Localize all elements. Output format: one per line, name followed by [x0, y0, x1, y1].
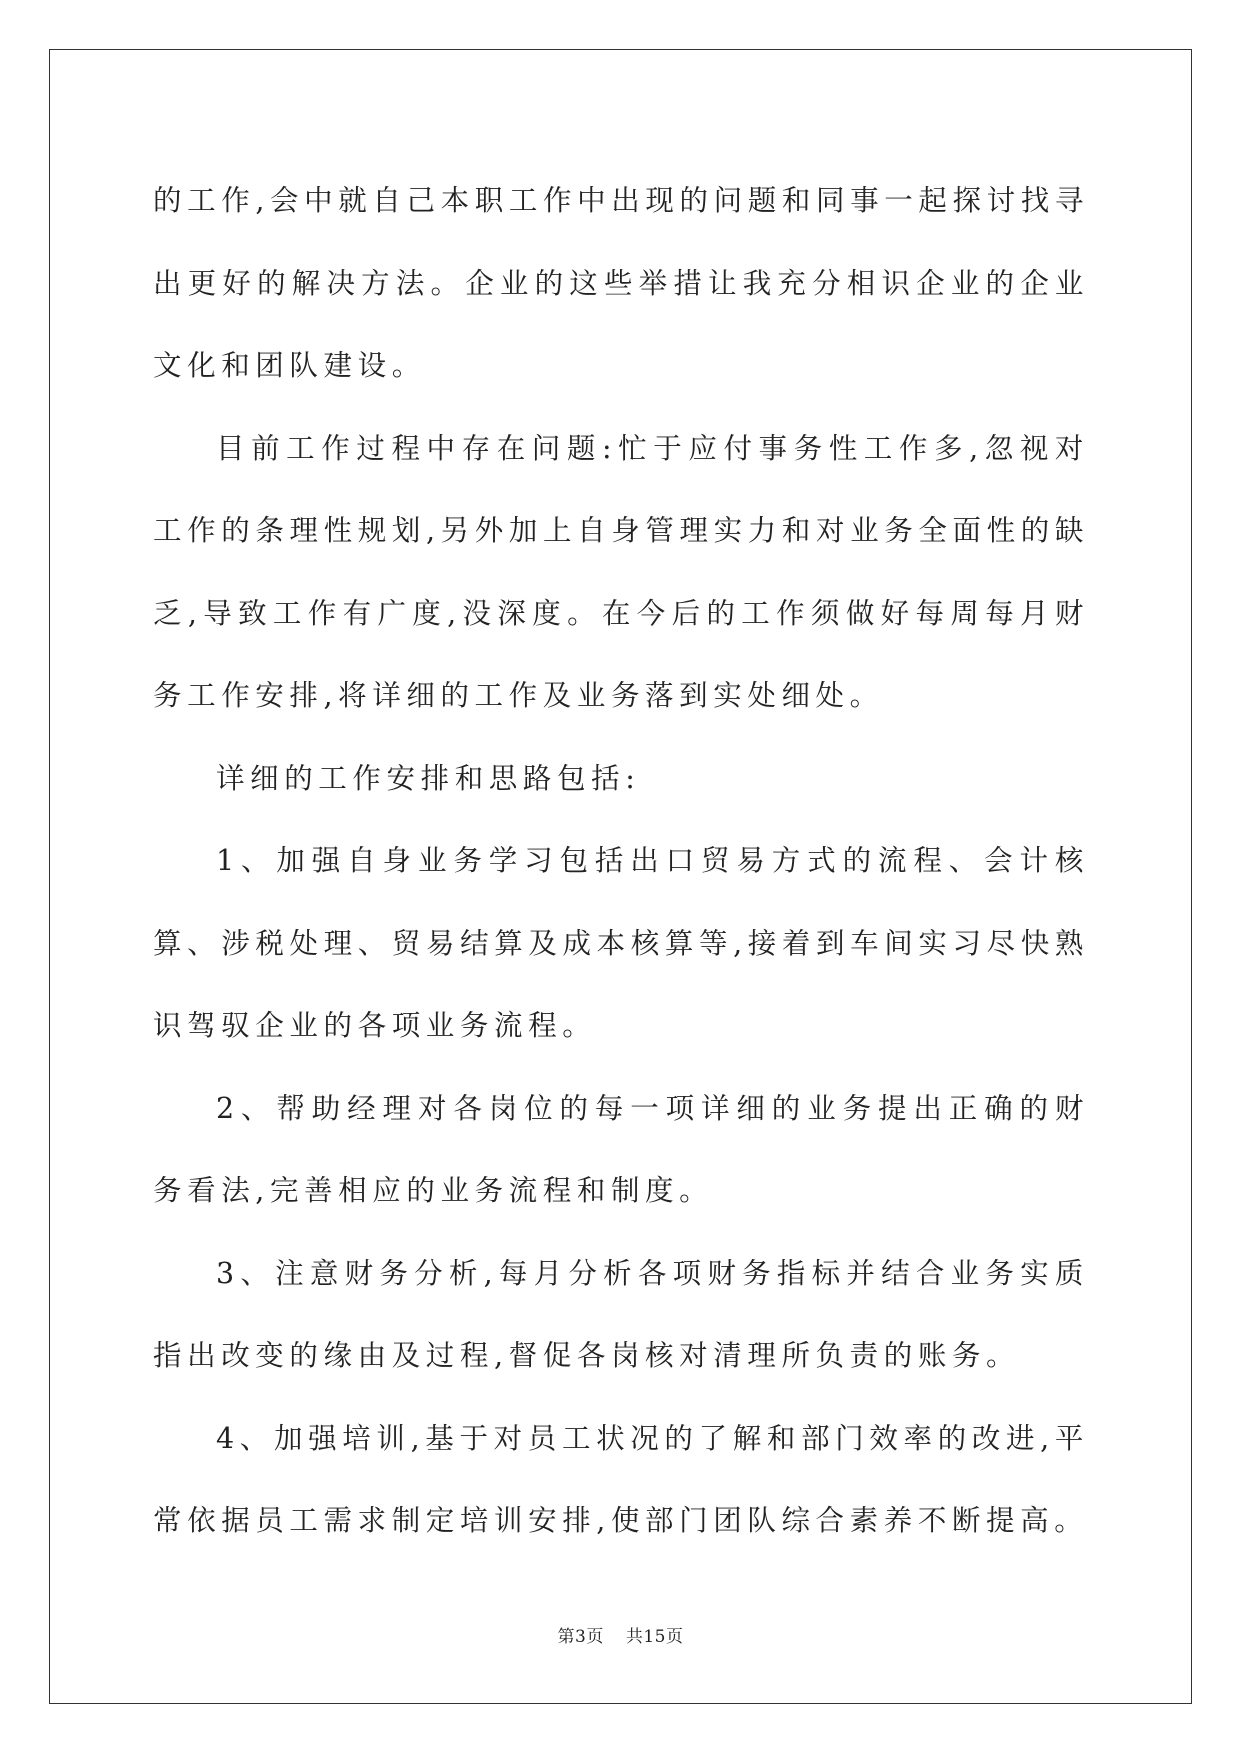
page-footer — [0, 1622, 1241, 1647]
paragraph: 目前工作过程中存在问题:忙于应付事务性工作多,忽视对工作的条理性规划,另外加上自身管理实力和对业务全面性的缺乏,导致工作有广度,没深度。在今后的工作须做好每周每月财务工作安排,将详细的工作及业务落到实处细处。 — [153, 431, 1089, 712]
paragraph: 详细的工作安排和思路包括: — [216, 761, 641, 795]
paragraph: 1、加强自身业务学习包括出口贸易方式的流程、会计核算、涉税处理、贸易结算及成本核算等,接着到车间实习尽快熟识驾驭企业的各项业务流程。 — [153, 844, 1089, 1042]
paragraph: 4、加强培训,基于对员工状况的了解和部门效率的改进,平常依据员工需求制定培训安排,使部门团队综合素养不断提高。 — [153, 1421, 1089, 1537]
paragraph: 2、帮助经理对各岗位的每一项详细的业务提出正确的财务看法,完善相应的业务流程和制度。 — [153, 1091, 1089, 1207]
page-total: 共15页 — [625, 1627, 684, 1647]
document-body — [153, 160, 1089, 1563]
paragraph: 的工作,会中就自己本职工作中出现的问题和同事一起探讨找寻出更好的解决方法。企业的这些举措让我充分相识企业的企业文化和团队建设。 — [153, 184, 1089, 382]
paragraph: 3、注意财务分析,每月分析各项财务指标并结合业务实质指出改变的缘由及过程,督促各岗核对清理所负责的账务。 — [153, 1256, 1089, 1372]
page-number: 第3页 — [557, 1627, 604, 1647]
